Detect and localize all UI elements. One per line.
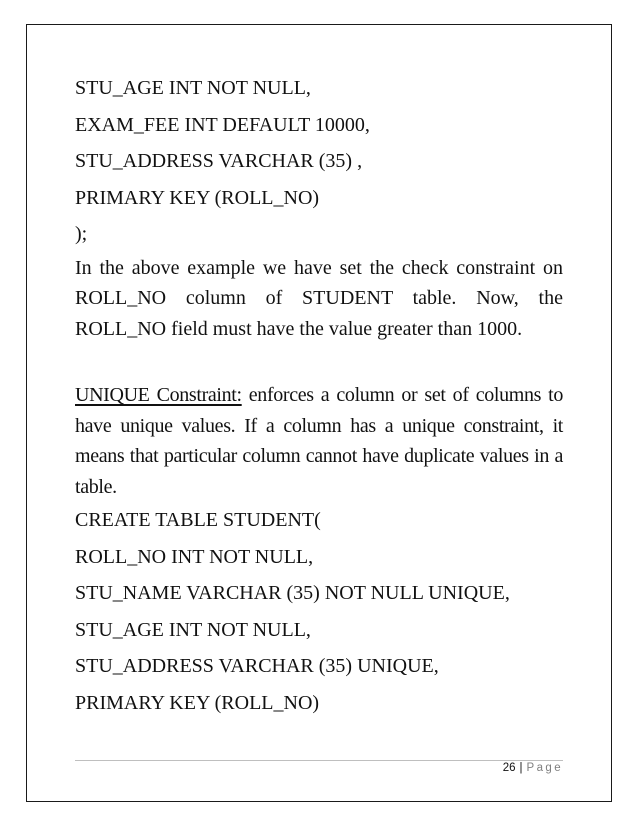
page-number: 26 [502, 762, 516, 774]
page-content [75, 70, 563, 721]
code-line: ROLL_NO INT NOT NULL, [75, 545, 314, 568]
paragraph-spacer [75, 344, 563, 380]
code-line: PRIMARY KEY (ROLL_NO) [75, 691, 320, 714]
code-line: STU_NAME VARCHAR (35) NOT NULL UNIQUE, [75, 582, 510, 604]
code-line: ); [75, 223, 88, 245]
check-constraint-paragraph: In the above example we have set the check constraint on ROLL_NO column of STUDENT table. Now, the ROLL_NO field must have the value greater than 1000. [75, 256, 563, 340]
code-line: STU_AGE INT NOT NULL, [75, 618, 311, 641]
code-line: EXAM_FEE INT DEFAULT 10000, [75, 113, 370, 136]
page-label: Page [526, 762, 563, 774]
unique-constraint-heading: UNIQUE Constraint: [75, 384, 242, 406]
code-line: STU_AGE INT NOT NULL, [75, 77, 311, 99]
code-line: STU_ADDRESS VARCHAR (35) , [75, 150, 363, 172]
unique-constraint-text: enforces a column or set of columns to have unique values. If a column has a unique constraint, it means that particular column cannot have duplicate values in a table. [75, 384, 563, 498]
footer-divider [75, 760, 563, 761]
page-footer [503, 762, 563, 774]
unique-constraint-paragraph [75, 380, 563, 502]
footer-separator: | [519, 762, 523, 774]
code-line: CREATE TABLE STUDENT( [75, 509, 321, 531]
code-line: STU_ADDRESS VARCHAR (35) UNIQUE, [75, 655, 439, 677]
code-line: PRIMARY KEY (ROLL_NO) [75, 186, 320, 209]
